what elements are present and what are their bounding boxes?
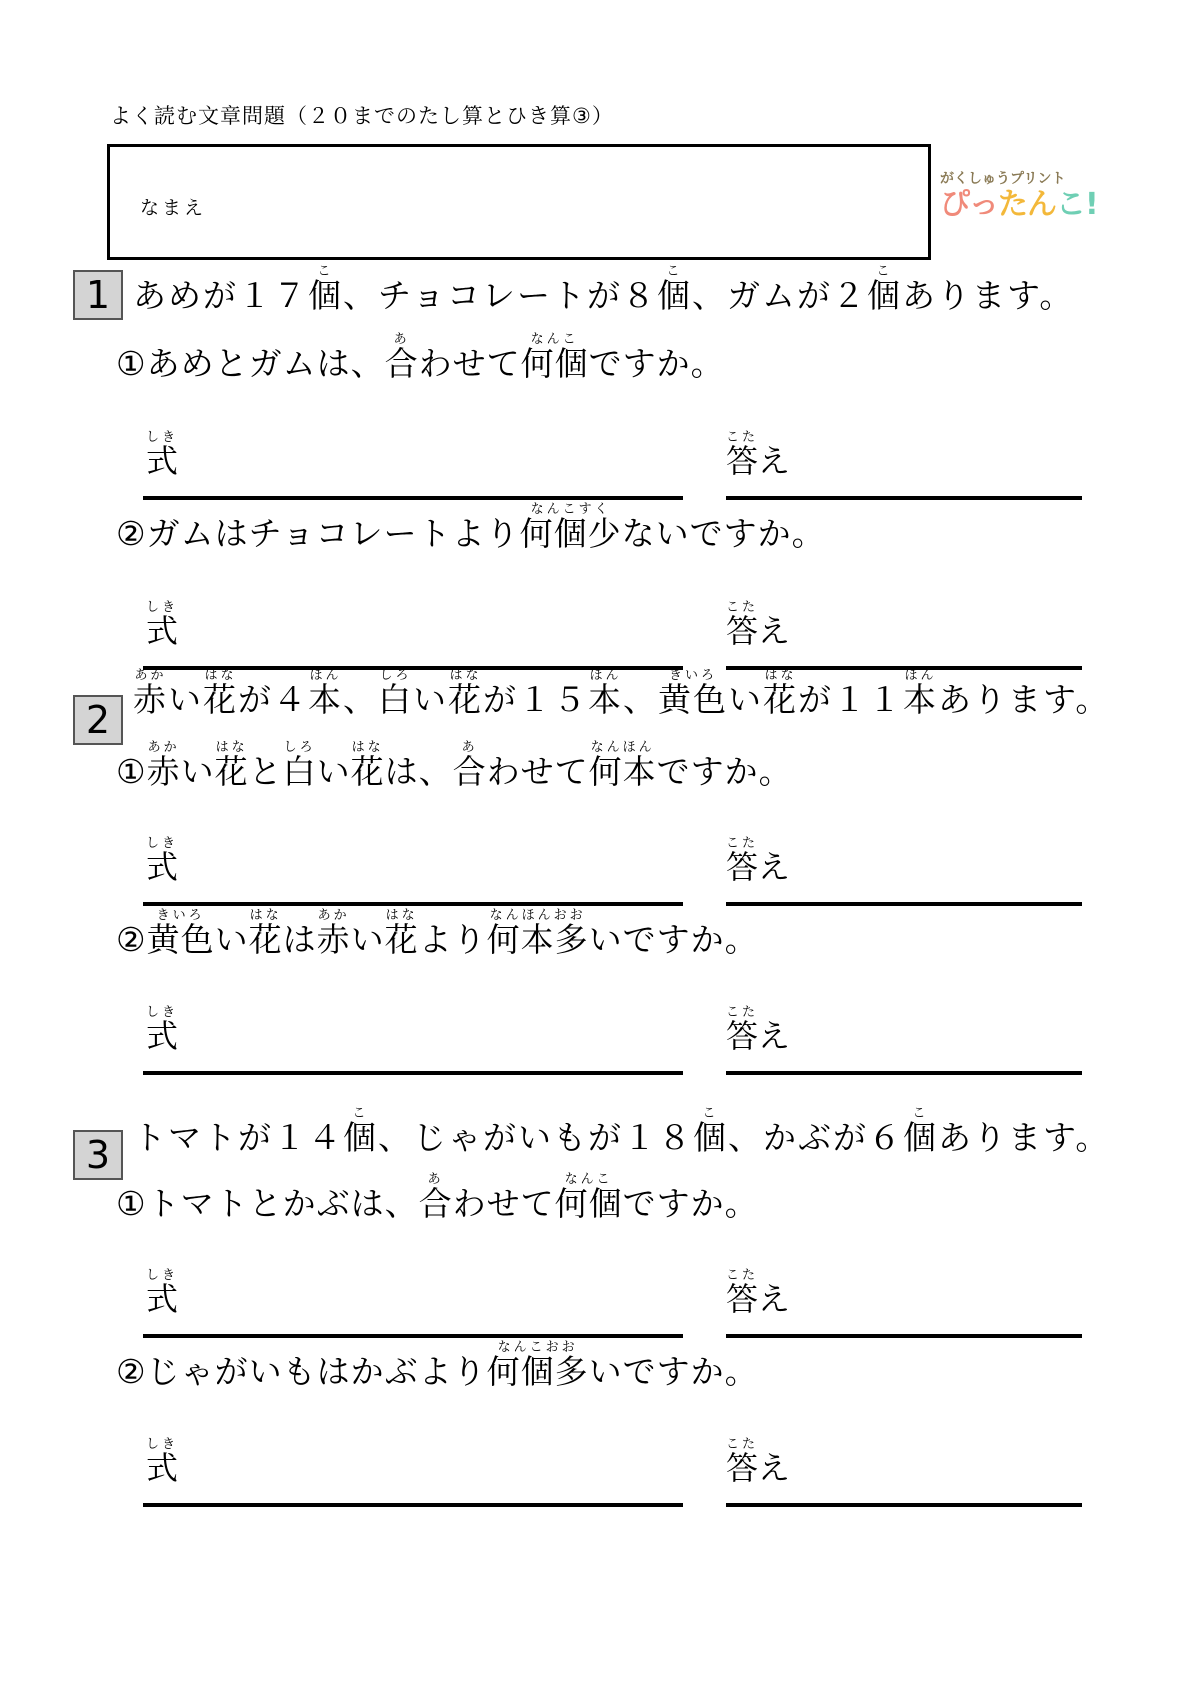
logo-char: こ	[1056, 187, 1085, 222]
ruby-kanji: 花はな	[214, 740, 249, 791]
text-segment: トマトが１４	[133, 1118, 343, 1157]
ruby-kanji: 答こた	[726, 836, 759, 886]
ruby-kanji: 式しき	[146, 1005, 179, 1055]
ruby-kanji: 答こた	[726, 1005, 759, 1055]
formula-answer-line[interactable]	[143, 902, 683, 906]
name-label: なまえ	[140, 197, 207, 219]
answer-label	[726, 430, 790, 482]
formula-label	[146, 600, 178, 652]
logo-char: !	[1085, 187, 1098, 222]
text-segment: あめとガムは、	[146, 344, 385, 383]
ruby-kanji: 式しき	[146, 430, 179, 480]
text-segment: より	[418, 920, 487, 959]
text-segment: い	[168, 680, 203, 719]
brand-logo	[940, 168, 1100, 232]
text-segment: あめが１７	[133, 276, 308, 315]
text-segment: ですか。	[656, 752, 793, 791]
worksheet-title: よく読む文章問題（２０までのたし算とひき算③）	[110, 104, 614, 128]
text-segment: が１１	[798, 680, 903, 719]
formula-answer-line[interactable]	[143, 1503, 683, 1507]
text-segment: じゃがいもはかぶより	[146, 1352, 487, 1391]
formula-answer-line[interactable]	[143, 1071, 683, 1075]
question-2-1	[116, 740, 793, 793]
ruby-kanji: 答こた	[726, 1268, 759, 1318]
question-3-2	[116, 1340, 759, 1393]
formula-answer-line[interactable]	[143, 1334, 683, 1338]
ruby-kanji: 赤あか	[316, 908, 351, 959]
text-segment: 、かぶが６	[728, 1118, 903, 1157]
ruby-kanji: 式しき	[146, 1437, 179, 1487]
question-label: ①	[116, 752, 147, 791]
text-segment: 、じゃがいもが１８	[378, 1118, 693, 1157]
formula-label	[146, 1437, 178, 1489]
question-label: ①	[116, 344, 147, 383]
text-segment: が１５	[483, 680, 588, 719]
ruby-kanji: 黄色きいろ	[658, 668, 728, 719]
text-segment: ないですか。	[621, 514, 826, 553]
problem-number-1: 1	[73, 270, 123, 320]
ruby-kanji: 花はな	[350, 740, 385, 791]
question-3-1	[116, 1172, 759, 1225]
text-segment: 、チョコレートが８	[343, 276, 658, 315]
logo-char: ん	[1027, 187, 1056, 222]
name-field[interactable]	[107, 144, 931, 260]
question-label: ②	[116, 1352, 147, 1391]
text-segment: 、ガムが２	[692, 276, 868, 315]
text-segment: いですか。	[588, 920, 759, 959]
answer-label	[726, 836, 790, 888]
text-segment: い	[214, 920, 249, 959]
ruby-kanji: 花はな	[248, 908, 283, 959]
text-segment: え	[758, 612, 791, 650]
logo-top-text: がくしゅうプリント	[940, 171, 1066, 187]
ruby-kanji: 何個なんこ	[520, 332, 589, 383]
ruby-kanji: 花はな	[763, 668, 798, 719]
answer-line[interactable]	[726, 496, 1082, 500]
text-segment: は、	[384, 752, 453, 791]
ruby-kanji: 式しき	[146, 836, 179, 886]
answer-line[interactable]	[726, 1503, 1082, 1507]
formula-label	[146, 1005, 178, 1057]
text-segment: わせて	[418, 344, 521, 383]
problem-statement	[133, 1106, 1110, 1159]
ruby-kanji: 合あ	[384, 332, 419, 383]
text-segment: あります。	[938, 1118, 1111, 1157]
formula-label	[146, 430, 178, 482]
ruby-kanji: 白しろ	[282, 740, 317, 791]
ruby-kanji: 黄色きいろ	[146, 908, 215, 959]
ruby-kanji: 白しろ	[378, 668, 413, 719]
answer-line[interactable]	[726, 1071, 1082, 1075]
text-segment: と	[248, 752, 283, 791]
question-1-1	[116, 332, 725, 385]
text-segment: が４	[238, 680, 308, 719]
ruby-kanji: 何個少なんこすく	[519, 502, 622, 553]
ruby-kanji: 赤あか	[133, 668, 168, 719]
answer-label	[726, 1005, 790, 1057]
ruby-kanji: 何個なんこ	[554, 1172, 623, 1223]
text-segment: ガムはチョコレートより	[146, 514, 520, 553]
text-segment: ですか。	[622, 1184, 759, 1223]
question-2-2	[116, 908, 759, 961]
answer-label	[726, 1268, 790, 1320]
ruby-kanji: 何個多なんこおお	[486, 1340, 589, 1391]
text-segment: い	[180, 752, 215, 791]
text-segment: あります。	[902, 276, 1075, 315]
problem-number-2: 2	[73, 695, 123, 745]
ruby-kanji: 個こ	[657, 264, 693, 315]
answer-line[interactable]	[726, 1334, 1082, 1338]
ruby-kanji: 式しき	[146, 600, 179, 650]
problem-statement	[133, 668, 1110, 721]
logo-char: っ	[969, 187, 998, 222]
formula-answer-line[interactable]	[143, 496, 683, 500]
ruby-kanji: 花はな	[203, 668, 238, 719]
ruby-kanji: 本ほん	[903, 668, 938, 719]
formula-label	[146, 836, 178, 888]
ruby-kanji: 本ほん	[588, 668, 623, 719]
ruby-kanji: 個こ	[308, 264, 343, 315]
formula-label	[146, 1268, 178, 1320]
ruby-kanji: 花はな	[448, 668, 483, 719]
ruby-kanji: 合あ	[452, 740, 487, 791]
text-segment: い	[728, 680, 763, 719]
text-segment: え	[758, 848, 791, 886]
ruby-kanji: 答こた	[726, 600, 759, 650]
logo-char: ぴ	[940, 187, 969, 222]
text-segment: い	[413, 680, 448, 719]
ruby-kanji: 赤あか	[146, 740, 181, 791]
ruby-kanji: 答こた	[726, 430, 759, 480]
answer-label	[726, 1437, 790, 1489]
question-label: ②	[116, 920, 147, 959]
text-segment: え	[758, 442, 791, 480]
ruby-kanji: 個こ	[867, 264, 903, 315]
text-segment: わせて	[452, 1184, 555, 1223]
text-segment: え	[758, 1449, 791, 1487]
ruby-kanji: 何本なんほん	[588, 740, 657, 791]
text-segment: あります。	[938, 680, 1111, 719]
text-segment: わせて	[486, 752, 589, 791]
ruby-kanji: 合あ	[418, 1172, 453, 1223]
text-segment: いですか。	[588, 1352, 759, 1391]
problem-statement	[133, 264, 1074, 317]
ruby-kanji: 式しき	[146, 1268, 179, 1318]
ruby-kanji: 個こ	[343, 1106, 378, 1157]
text-segment: い	[350, 920, 385, 959]
text-segment: え	[758, 1280, 791, 1318]
question-label: ①	[116, 1184, 147, 1223]
problem-number-3: 3	[73, 1130, 123, 1180]
text-segment: 、	[623, 680, 658, 719]
ruby-kanji: 本ほん	[308, 668, 343, 719]
answer-label	[726, 600, 790, 652]
question-label: ②	[116, 514, 147, 553]
ruby-kanji: 個こ	[903, 1106, 938, 1157]
ruby-kanji: 何本多なんほんおお	[486, 908, 589, 959]
text-segment: い	[316, 752, 351, 791]
text-segment: ですか。	[588, 344, 725, 383]
ruby-kanji: 花はな	[384, 908, 419, 959]
question-1-2	[116, 502, 826, 555]
text-segment: 、	[343, 680, 378, 719]
text-segment: トマトとかぶは、	[146, 1184, 419, 1223]
logo-bottom-text	[940, 188, 1100, 222]
answer-line[interactable]	[726, 902, 1082, 906]
logo-char: た	[998, 187, 1027, 222]
ruby-kanji: 答こた	[726, 1437, 759, 1487]
ruby-kanji: 個こ	[693, 1106, 728, 1157]
text-segment: は	[282, 920, 317, 959]
text-segment: え	[758, 1017, 791, 1055]
